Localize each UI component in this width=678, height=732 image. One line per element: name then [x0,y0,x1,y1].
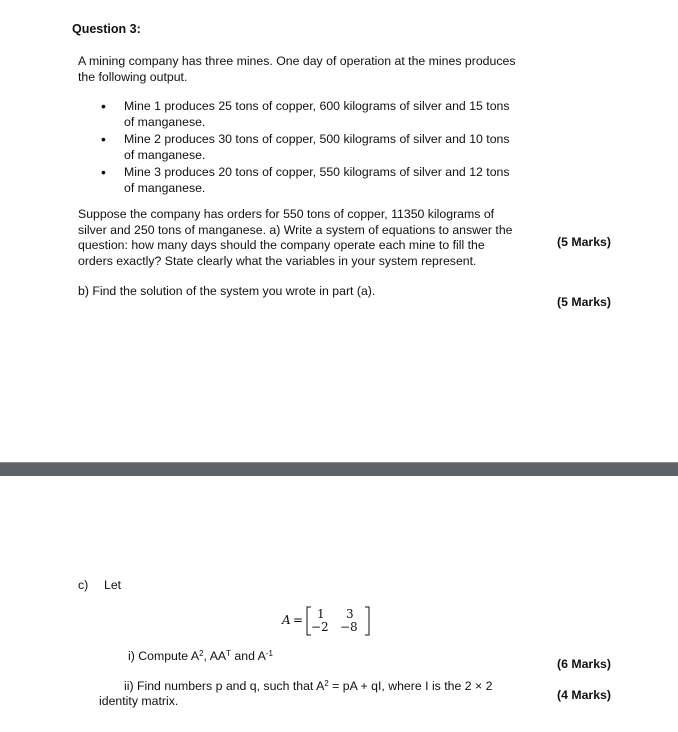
bullet-icon: • [101,131,106,147]
list-item-line: of manganese. [124,180,206,195]
matrix-cell: 1 [317,607,325,621]
part-a-marks: (5 Marks) [557,235,611,249]
superscript: T [226,649,231,658]
part-a-line: Suppose the company has orders for 550 tons of copper, 11350 kilograms of [78,207,495,221]
superscript: 2 [199,649,204,658]
superscript: -1 [265,649,273,658]
intro-paragraph [78,54,515,85]
part-a-line: orders exactly? State clearly what the variables in your system represent. [78,253,477,268]
part-c-ii-marks: (4 Marks) [557,688,611,702]
question-title: Question 3: [72,22,141,36]
part-c-i-and: and A [231,649,266,663]
part-b-marks: (5 Marks) [557,295,611,309]
list-item [124,165,510,196]
bullet-icon: • [101,164,106,180]
part-c-ii-rest: = pA + qI, where I is the 2 × 2 [328,679,493,693]
intro-line: A mining company has three mines. One day of operation at the mines produces [78,54,516,68]
part-c-label: c) [78,578,89,592]
matrix-name: A [282,613,291,627]
matrix-cell: −2 [311,620,329,634]
intro-line: the following output. [78,69,188,84]
superscript: 2 [324,679,329,688]
part-c-i-mid: , AA [203,649,227,663]
matrix-cell: −8 [340,620,358,634]
matrix-equals: = [293,613,304,627]
list-item-line: Mine 2 produces 30 tons of copper, 500 kilograms of silver and 10 tons [124,132,510,146]
part-c-ii-prefix: ii) Find numbers p and q, such that A [124,679,325,693]
right-bracket-icon [365,607,369,635]
part-b-text: b) Find the solution of the system you wrote in part (a). [78,284,376,298]
page-divider [0,462,678,476]
part-a-line: silver and 250 tons of manganese. a) Write a system of equations to answer the [78,222,513,237]
part-c-let: Let [104,578,122,592]
part-a-line: question: how many days should the company operate each mine to fill the [78,238,485,252]
list-item [124,99,510,130]
part-c-i-marks: (6 Marks) [557,657,611,671]
part-c-ii-line2: identity matrix. [99,694,179,708]
list-item-line: Mine 3 produces 20 tons of copper, 550 kilograms of silver and 12 tons [124,165,510,179]
part-c-ii-text [124,679,492,695]
matrix-cell: 3 [346,607,354,621]
bullet-icon: • [101,98,106,114]
list-item-line: of manganese. [124,114,206,129]
part-c-i-prefix: i) Compute A [128,649,200,663]
part-c-i-text [128,649,273,665]
list-item-line: Mine 1 produces 25 tons of copper, 600 kilograms of silver and 15 tons [124,99,510,113]
list-item-line: of manganese. [124,147,206,162]
part-a-paragraph [78,207,513,269]
list-item [124,132,510,163]
